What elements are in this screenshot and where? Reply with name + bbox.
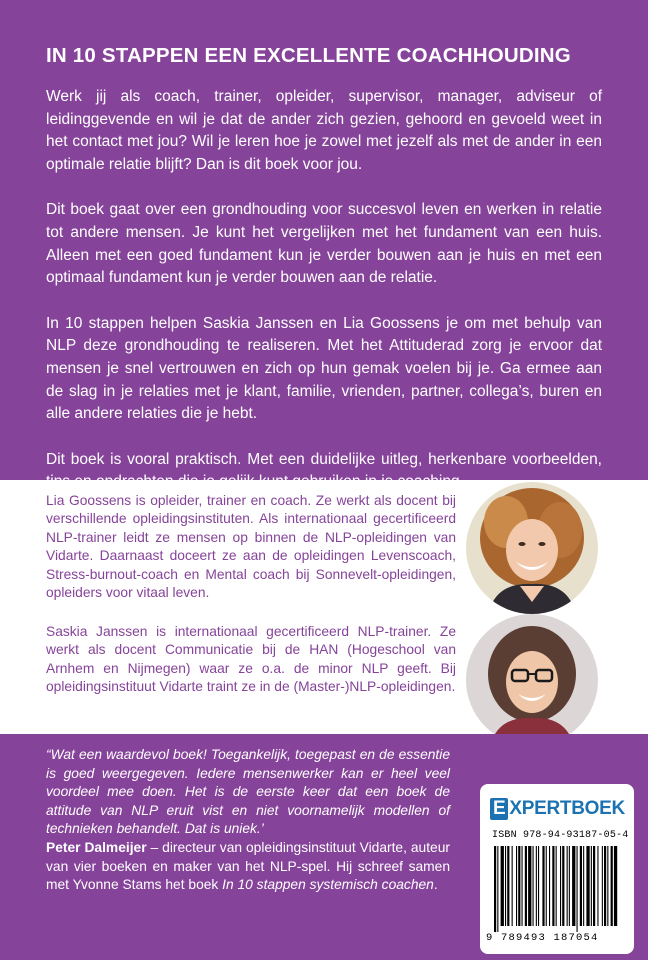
quote-end: . (433, 877, 438, 893)
logo-text: XPERTBOEK (509, 798, 625, 819)
logo-letter: E (490, 798, 508, 820)
intro-text (46, 86, 602, 517)
isbn-number: ISBN 978-94-93187-05-4 (492, 830, 629, 841)
endorsement-quote (46, 746, 450, 895)
quote-author-description: – directeur van opleidingsinstituut Vidarte, auteur van vier boeken en maker van het NLP-spel. Hij schreef samen met Yvonne Stams het boek (46, 839, 450, 893)
bio-saskia-janssen: Saskia Janssen is internationaal gecertificeerd NLP-trainer. Ze werkt als docent Communicatie bij de HAN (Hogeschool van Arnhem en Nijmegen) waar ze o.a. de minor NLP geeft. Bij opleidingsinstituut Vidarte traint ze in de (Master-)NLP-opleidingen. (46, 624, 456, 695)
bio-lia-goossens: Lia Goossens is opleider, trainer en coach. Ze werkt als docent bij verschillende opleidingsinstituten. Als internationaal gecertificeerd NLP-trainer leidt ze mensen op binnen de NLP-opleidingen van Vidarte. Daarnaast doceert ze aan de opleidingen Levenscoach, Stress-burnout-coach en Mental coach bij Sonnevelt-opleidingen, opleiders voor vitaal leven. (46, 493, 456, 601)
intro-paragraph-2: Dit boek gaat over een grondhouding voor succesvol leven en werken in relatie tot andere mensen. Je kunt het vergelijken met het fundament van een huis. Alleen met een goed fundament kun je verder bouwen aan je huis en met een optimaal fundament kun je verder bouwen aan de relatie. (46, 201, 602, 287)
quote-text: “Wat een waardevol boek! Toegankelijk, toegepast en de essentie is goed weergegeven. Iedere mensenwerker kan er heel veel voordeel mee doen. Het is de eerste keer dat een boek de attitude van NLP eruit vist en niet voornamelijk modellen of technieken behandelt. Dat is uniek.’ (46, 747, 450, 837)
intro-paragraph-3: In 10 stappen helpen Saskia Janssen en Lia Goossens je om met behulp van NLP deze grondhouding te realiseren. Met het Attituderad zorg je ervoor dat mensen je snel vertrouwen en zich op hun gemak voelen bij je. Ga ermee aan de slag in je relaties met je klant, familie, vrienden, partner, collega’s, buren en alle andere relaties die je hebt. (46, 314, 602, 423)
back-cover-bottom-section (0, 734, 648, 960)
author-photo-lia (466, 482, 598, 614)
cover-title: IN 10 STAPPEN EEN EXCELLENTE COACHHOUDING (46, 44, 571, 67)
author-bios-section (0, 480, 648, 734)
quote-book-title: In 10 stappen systemisch coachen (222, 877, 434, 893)
intro-paragraph-4: Dit boek is vooral praktisch. Met een duidelijke uitleg, herkenbare voorbeelden, (46, 450, 602, 468)
quote-author: Peter Dalmeijer (46, 839, 147, 855)
publisher-isbn-box (480, 784, 634, 954)
barcode-digits: 9 789493 187054 (486, 932, 599, 944)
expertboek-logo (490, 798, 624, 820)
barcode-icon (492, 846, 620, 932)
intro-paragraph-1: Werk jij als coach, trainer, opleider, supervisor, manager, adviseur of leidinggevende en wil je dat de ander zich gezien, gehoord en gevoeld weet in het contact met jou? Wil je leren hoe je zowel met jezelf als met de ander in een optimale relatie blijft? Dan is dit boek voor jou. (46, 88, 602, 173)
author-photo-saskia (466, 614, 598, 746)
